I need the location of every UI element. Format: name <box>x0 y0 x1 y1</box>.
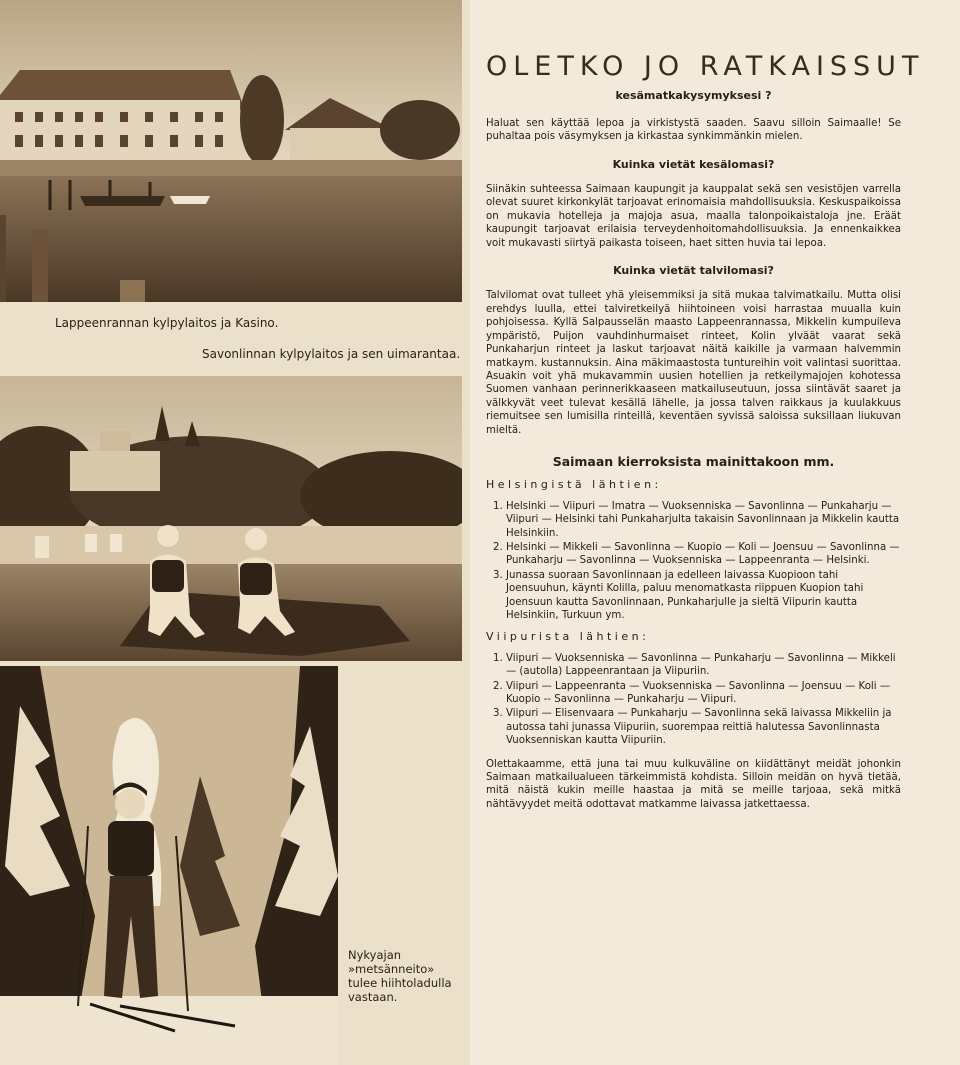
helsinki-heading: Helsingistä lähtien: <box>486 478 662 492</box>
viipuri-route-3: 3. Viipuri — Elisenvaara — Punkaharju — Savonlinna sekä laivassa Mikkeliin ja autossa tahi junassa Viipuriin, suorempaa reittiä halutessa Savonlinnasta Vuoksenniskan kautta Viipuriin. <box>506 707 901 747</box>
viipuri-heading: Viipurista lähtien: <box>486 630 650 644</box>
summer-paragraph: Siinäkin suhteessa Saimaan kaupungit ja kauppalat sekä sen vesistöjen varrella olevat suuret kirkonkylät tarjoavat erinomaisia mahdollisuuksia. Keskuspaikoissa on mukavia hotelleja ja majoja asua, maalla talonpoikaistaloja jne. Eräät kaupungit tarjoavat erilaisia terveydenhoitomahdollisuuksia. Ja ennenkaikkea voit mukavasti siirtyä paikasta toiseen, haet sitten huvia tai lepoa. <box>486 184 901 249</box>
viipuri-route-2: 2. Viipuri — Lappeenranta — Vuoksenniska — Savonlinna — Joensuu — Koli — Kuopio -- Savonlinna — Punkaharju — Viipuri. <box>506 680 901 707</box>
photo-lappeenranta-spa <box>0 0 462 302</box>
viipuri-route-list <box>486 652 901 748</box>
viipuri-route-1: 1. Viipuri — Vuoksenniska — Savonlinna — Punkaharju — Savonlinna — Mikkeli — (autolla) Lappeenrantaan ja Viipuriin. <box>506 652 901 679</box>
photo-savonlinna-beach <box>0 376 462 661</box>
article <box>486 51 925 822</box>
photo-skier <box>0 666 338 1065</box>
article-subtitle: kesämatkakysymyksesi ? <box>615 89 772 103</box>
helsinki-route-1: 1. Helsinki — Viipuri — Imatra — Vuoksenniska — Savonlinna — Punkaharju — Viipuri — Helsinki tahi Punkaharjulta takaisin Savonlinnaan ja Mikkelin kautta Helsinkiin. <box>506 500 901 540</box>
caption-lappeenranta: Lappeenrannan kylpylaitos ja Kasino. <box>55 316 279 330</box>
tours-heading: Saimaan kierroksista mainittakoon mm. <box>552 453 835 469</box>
helsinki-route-3: 3. Junassa suoraan Savonlinnaan ja edelleen laivassa Kuopioon tahi Joensuuhun, käynti Kolilla, paluu menomatkasta riippuen Kuopion tahi Joensuun kautta Savonlinnaan, Punkaharjulle ja sieltä Viipurin kautta Helsinkiin, Turkuun ym. <box>506 569 901 623</box>
caption-savonlinna: Savonlinnan kylpylaitos ja sen uimarantaa. <box>202 347 461 361</box>
summer-heading: Kuinka vietät kesälomasi? <box>612 157 775 171</box>
closing-paragraph: Olettakaamme, että juna tai muu kulkuväline on kiidättänyt meidät johonkin Saimaan matkailualueen tärkeimmistä kohdista. Silloin meidän on hyvä tietää, mitä näistä kukin meille haastaa ja mitä se meille tarjoaa, sekä mitkä nähtävyydet meitä odottavat matkamme laivassa jatkettaessa. <box>486 758 901 810</box>
article-title: OLETKO JO RATKAISSUT <box>486 51 925 82</box>
winter-paragraph: Talvilomat ovat tulleet yhä yleisemmiksi ja sitä mukaa talvimatkailu. Mutta olisi erehdys luulla, ettei talviretkeilyä hiihtoineen voisi harrastaa muualla kuin pohjoisessa. Kyllä Salpausselän maasto Lappeenrannassa, Mikkelin kumpuileva ympäristö, Puijon vauhdinhurmaiset rinteet, Kolin ylväät vaarat sekä Punkaharjun rinteet ja laskut tarjoavat näitä kaikille ja varmaan halvemmin matkaym. kustannuksin. Aina mäkimaastosta tuntureihin voit valintasi suorittaa. Asuakin voit yhä mukavammin uusien hotellien ja retkeilymajojen kohotessa Suomen vanhaan perinnerikkaaseen matkailuseutuun, jossa siintävät saaret ja välkkyvät veet tulevat kesällä lähelle, ja jossa talven raikkaus ja kuulakkuus riemuitsee sen lumisilla rinteillä, keventäen syvissä saloissa suksillaan liukuvan mieltä. <box>486 290 901 436</box>
helsinki-route-2: 2. Helsinki — Mikkeli — Savonlinna — Kuopio — Koli — Joensuu — Savonlinna — Punkaharju — Savonlinna — Vuoksenniska — Lappeenranta — Helsinki. <box>506 541 901 568</box>
helsinki-route-list <box>486 500 901 623</box>
winter-heading: Kuinka vietät talvilomasi? <box>613 264 774 278</box>
caption-skier: Nykyajan »metsänneito» tulee hiihtoladulla vastaan. <box>348 948 452 1004</box>
intro-paragraph: Haluat sen käyttää lepoa ja virkistystä saaden. Saavu silloin Saimaalle! Se puhaltaa pois väsymyksen ja kirkastaa synkimmänkin mielen. <box>486 117 901 143</box>
